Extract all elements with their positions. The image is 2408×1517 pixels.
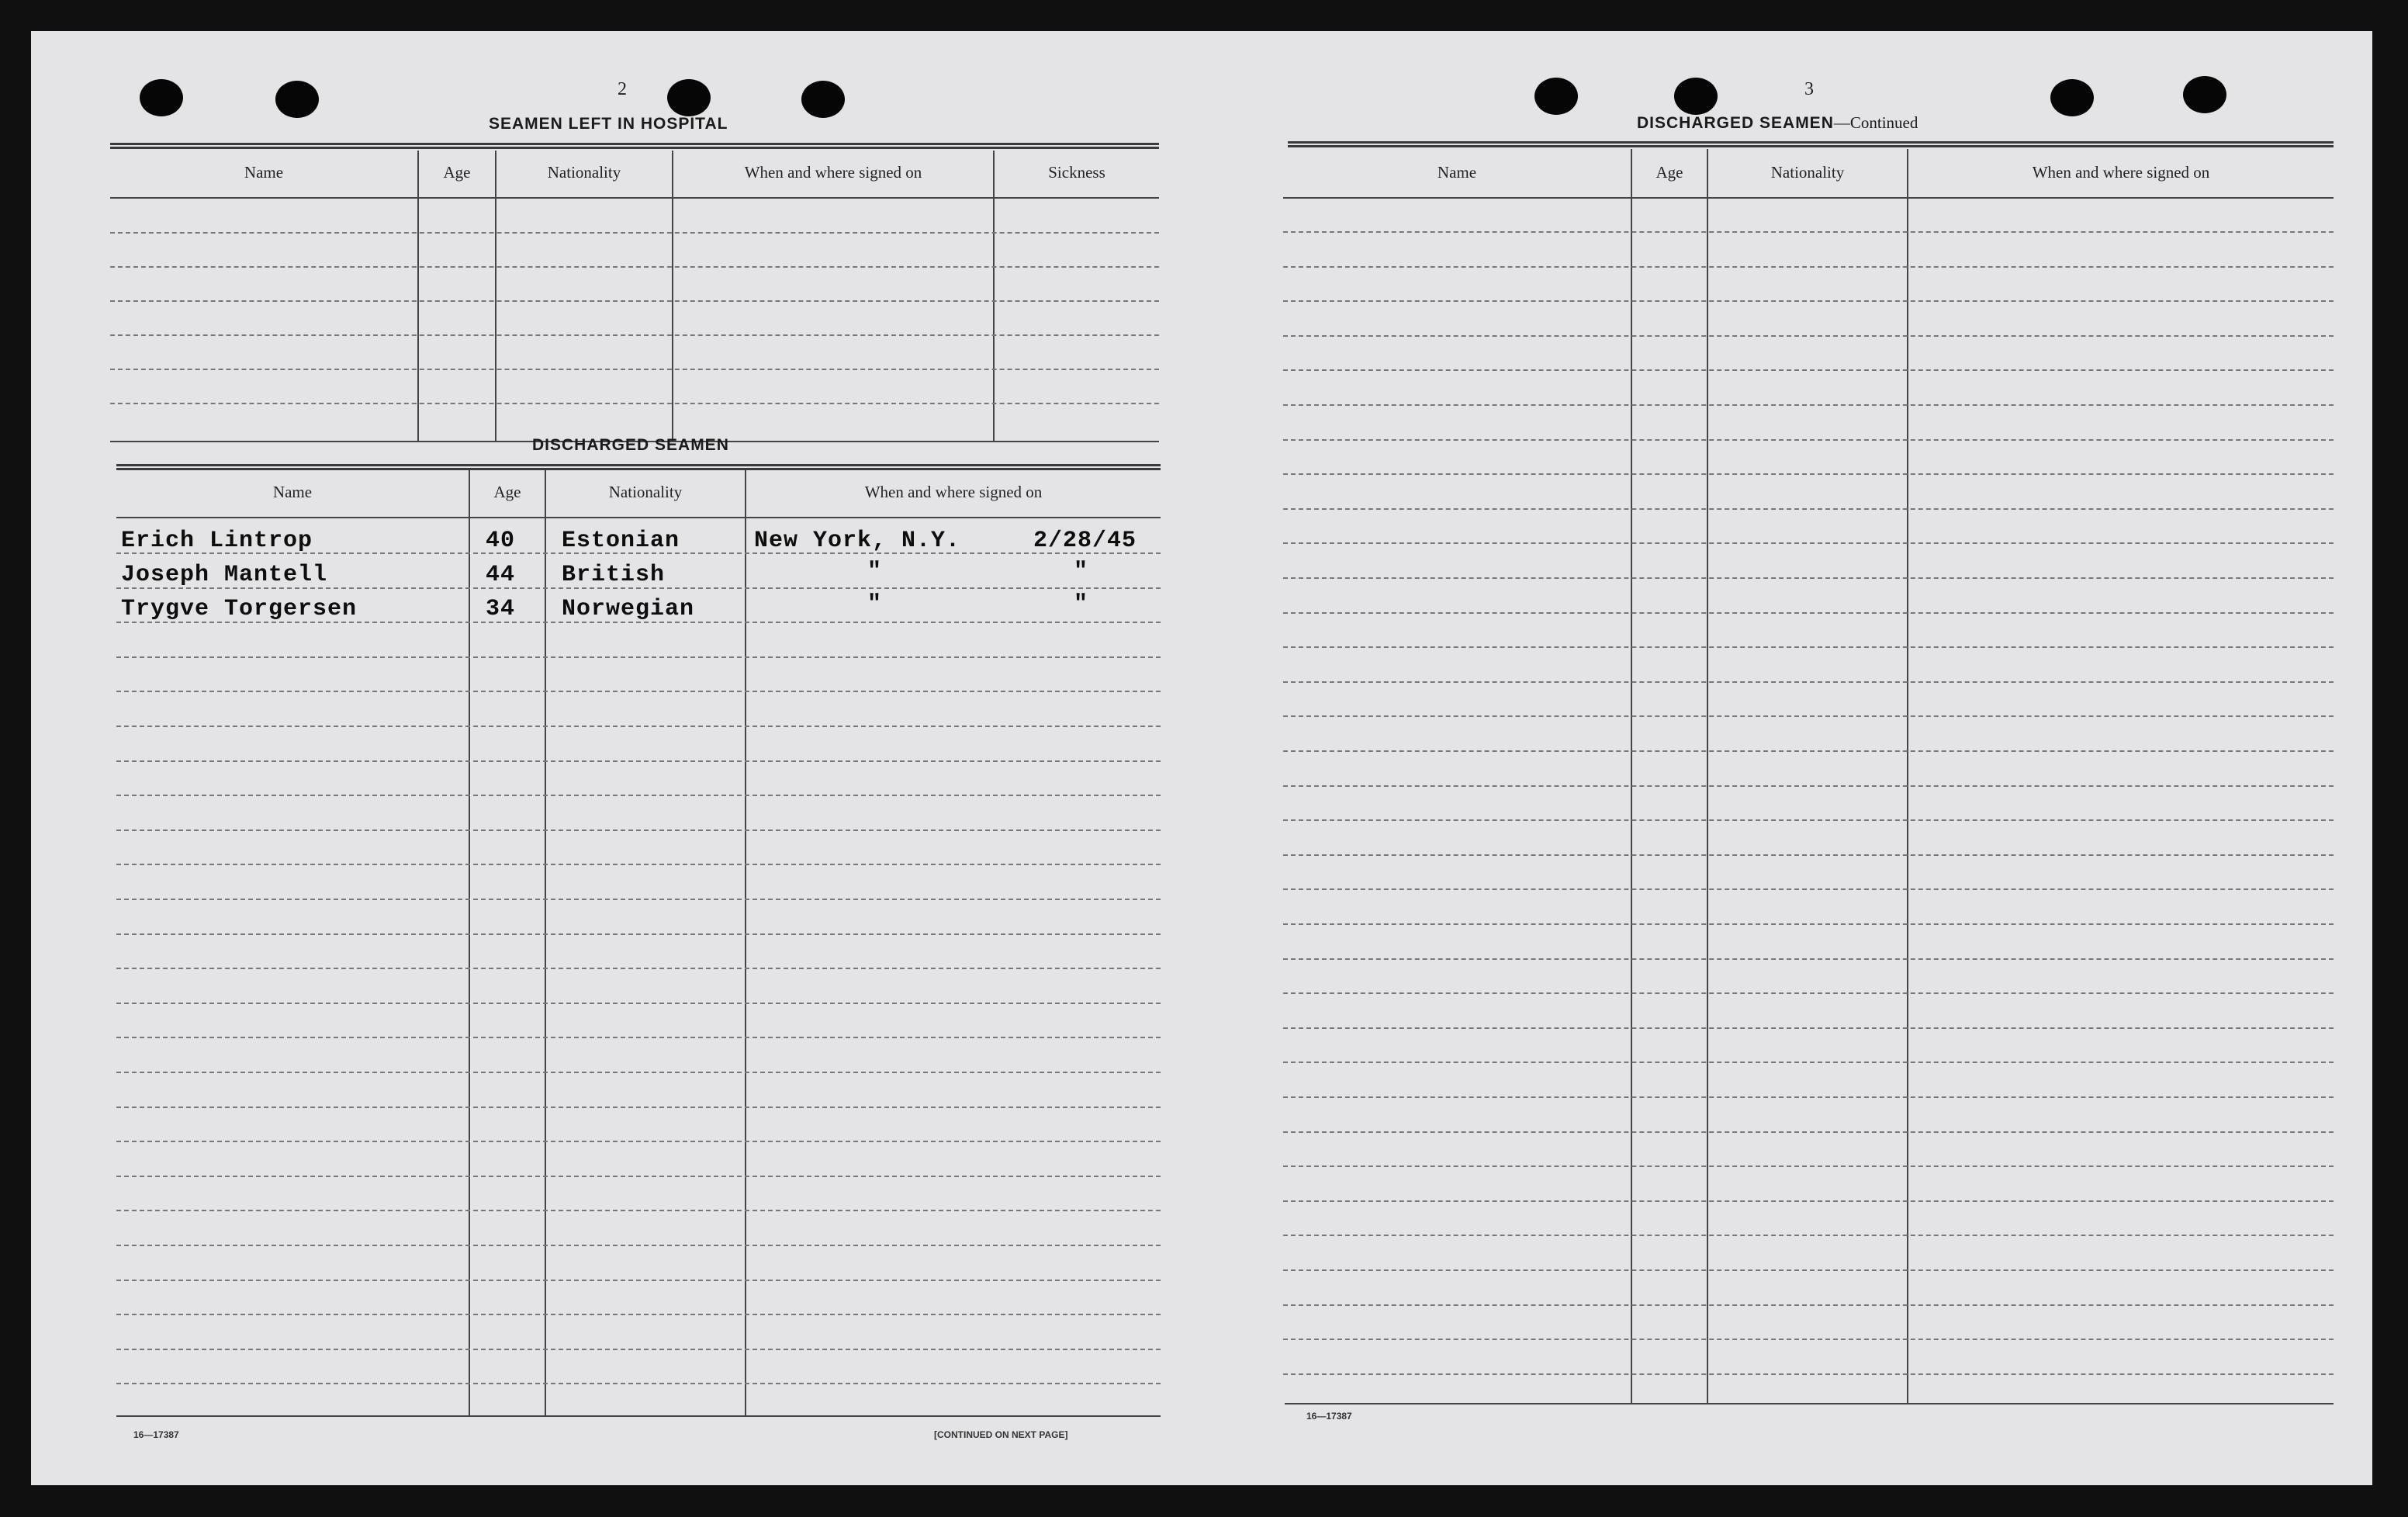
ruled-line [1283,335,2334,337]
ruled-line [116,587,1161,589]
ruled-line [1283,819,2334,821]
punch-hole [1534,78,1578,115]
ruled-line [1283,300,2334,302]
right-col-divider [1707,149,1708,1403]
hospital-col-divider [672,151,673,442]
ruled-line [1283,1304,2334,1306]
ruled-line [1283,542,2334,544]
hospital-col-nationality: Nationality [547,163,621,182]
hospital-row-line [110,369,1159,370]
seaman-age: 40 [486,528,516,554]
punch-hole [140,79,183,116]
punch-hole [2050,79,2094,116]
page-number: 3 [1804,79,1814,99]
discharged-col-name: Name [272,483,313,501]
seaman-name: Erich Lintrop [121,528,313,554]
document-sheet [31,31,2372,1485]
ruled-line [1283,473,2334,475]
ruled-line [116,656,1161,658]
ruled-line [116,1037,1161,1038]
ruled-line [116,899,1161,900]
ditto-mark-date: " [1074,591,1088,618]
ruled-line [1283,1096,2334,1098]
ruled-line [116,1245,1161,1246]
ruled-line [1283,715,2334,717]
seaman-name: Trygve Torgersen [121,596,358,622]
seaman-signed-date: 2/28/45 [1033,528,1137,554]
ditto-mark-place: " [867,559,882,585]
seaman-nationality: British [562,562,666,588]
ruled-line [116,691,1161,692]
ruled-line [116,933,1161,935]
ruled-line [116,1003,1161,1004]
ruled-line [1283,266,2334,268]
ditto-mark-date: " [1074,559,1088,585]
hospital-row-line [110,403,1159,404]
ruled-line [1283,646,2334,648]
seaman-name: Joseph Mantell [121,562,328,588]
ruled-line [1283,681,2334,683]
ruled-line [116,1141,1161,1142]
ruled-line [1283,888,2334,890]
seaman-signed-place: New York, N.Y. [754,528,961,554]
hospital-header-divider [110,197,1159,199]
hospital-col-age: Age [443,163,471,182]
ruled-line [1283,1131,2334,1133]
discharged-col-divider [469,470,470,1415]
discharged-col-age: Age [493,483,521,501]
ditto-mark-place: " [867,591,882,618]
ruled-line [1283,923,2334,925]
hospital-row-line [110,334,1159,336]
seaman-age: 44 [486,562,516,588]
ruled-line [116,1349,1161,1350]
seaman-nationality: Norwegian [562,596,695,622]
ruled-line [1283,1165,2334,1167]
form-number: 16—17387 [133,1429,179,1440]
discharged-continued-title [1637,113,1918,133]
ruled-line [1283,1235,2334,1236]
ruled-line [1283,1373,2334,1375]
ruled-line [1283,1269,2334,1271]
ruled-line [1283,612,2334,614]
hospital-row-line [110,300,1159,302]
ruled-line [1283,750,2334,752]
hospital-col-divider [495,151,496,442]
right-col-signed-on: When and where signed on [2032,163,2210,182]
ruled-line [1283,785,2334,787]
hospital-col-signed-on: When and where signed on [744,163,922,182]
page-number: 2 [618,79,627,99]
ruled-line [1283,369,2334,371]
ruled-line [1283,992,2334,994]
form-number: 16—17387 [1306,1411,1352,1422]
ruled-line [116,760,1161,762]
right-header-divider [1283,197,2334,199]
discharged-col-divider [745,470,746,1415]
right-col-divider [1907,149,1908,1403]
punch-hole [801,81,845,118]
ruled-line [116,1072,1161,1073]
ruled-line [116,968,1161,969]
punch-hole [2183,76,2226,113]
continued-suffix: —Continued [1833,113,1918,132]
ruled-line [116,795,1161,796]
ruled-line [116,1176,1161,1177]
ruled-line [1283,508,2334,510]
right-col-age: Age [1656,163,1683,182]
discharged-col-nationality: Nationality [608,483,683,501]
right-col-divider [1631,149,1632,1403]
right-col-name: Name [1437,163,1477,182]
punch-hole [1674,78,1718,115]
ruled-line [116,1280,1161,1281]
ruled-line [116,726,1161,727]
seaman-age: 34 [486,596,516,622]
ruled-line [116,622,1161,623]
right-bottom-rule [1285,1403,2334,1404]
discharged-col-signed-on: When and where signed on [864,483,1043,501]
ruled-line [116,1314,1161,1315]
ruled-line [116,830,1161,831]
hospital-section-title: SEAMEN LEFT IN HOSPITAL [489,115,728,133]
hospital-row-line [110,266,1159,268]
hospital-col-divider [993,151,995,442]
hospital-header-rule [110,143,1159,149]
ruled-line [1283,1200,2334,1202]
right-col-nationality: Nationality [1770,163,1845,182]
punch-hole [275,81,319,118]
ruled-line [116,1210,1161,1211]
seaman-nationality: Estonian [562,528,680,554]
ruled-line [1283,1062,2334,1063]
hospital-row-line [110,232,1159,234]
ruled-line [1283,439,2334,441]
hospital-col-divider [417,151,419,442]
discharged-bottom-rule [116,1415,1161,1417]
punch-hole [667,79,711,116]
ruled-line [1283,1339,2334,1340]
ruled-line [116,864,1161,865]
ruled-line [116,552,1161,554]
hospital-col-sickness: Sickness [1048,163,1105,182]
ruled-line [116,1107,1161,1108]
ruled-line [1283,577,2334,579]
continued-note: [CONTINUED ON NEXT PAGE] [934,1429,1068,1440]
ruled-line [1283,854,2334,856]
discharged-header-rule [116,464,1161,470]
ruled-line [116,1383,1161,1384]
discharged-section-title: DISCHARGED SEAMEN [532,436,729,454]
right-header-rule [1288,141,2334,147]
hospital-col-name: Name [244,163,284,182]
section-title: DISCHARGED SEAMEN [1637,114,1834,132]
discharged-header-divider [116,517,1161,518]
ruled-line [1283,231,2334,233]
ruled-line [1283,404,2334,406]
ruled-line [1283,958,2334,960]
discharged-col-divider [545,470,546,1415]
ruled-line [1283,1027,2334,1029]
